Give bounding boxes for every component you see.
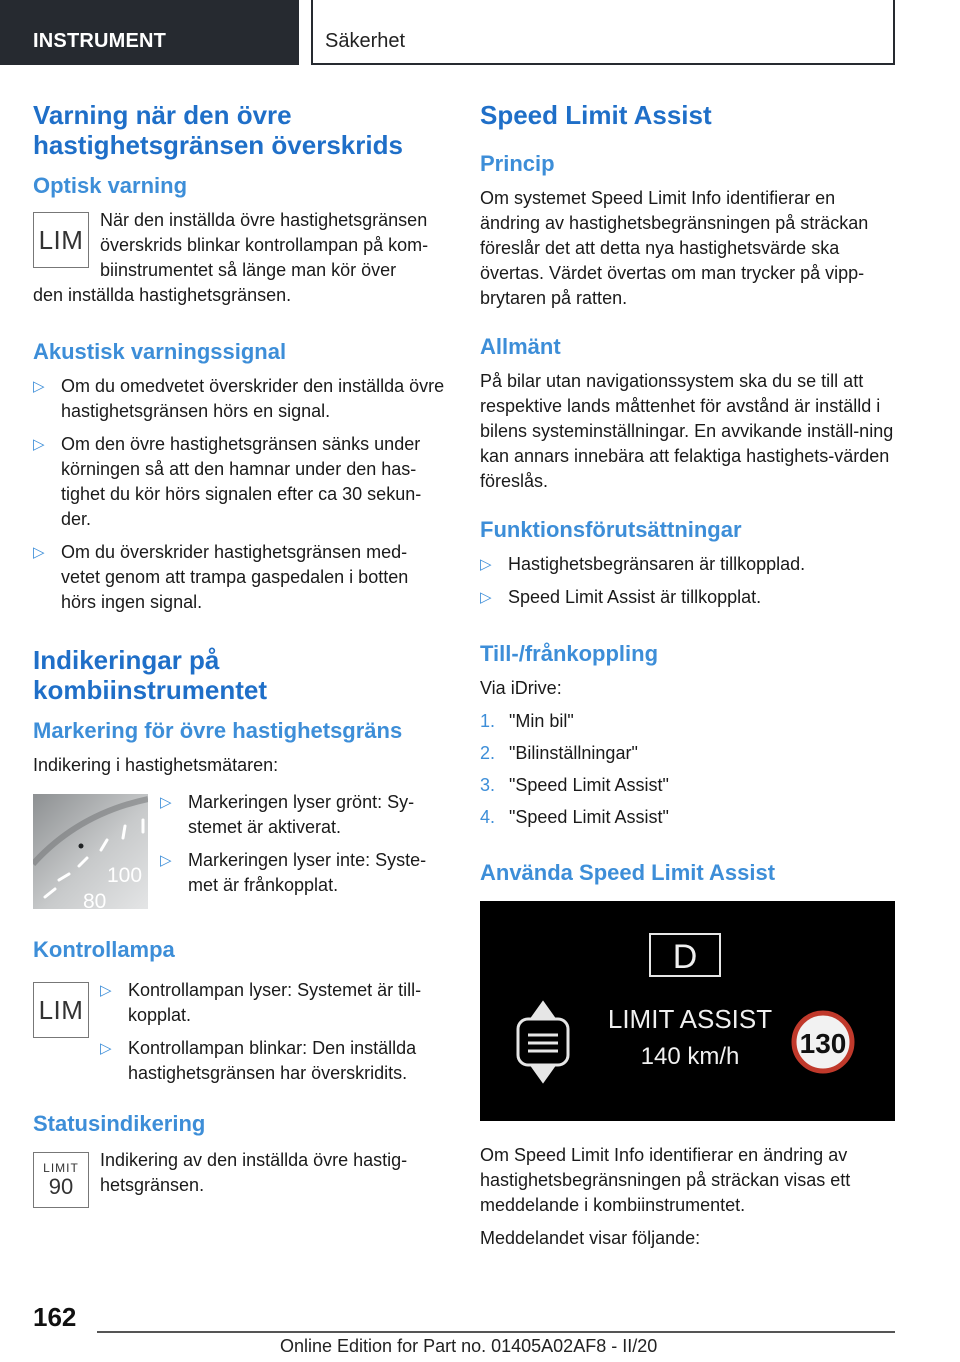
lim-icon-text: LIM: [38, 224, 84, 255]
list-item: ▷ Markeringen lyser inte: Syste-met är frånkopplat.: [160, 850, 427, 895]
list-item: 3. "Speed Limit Assist": [480, 775, 669, 795]
till-text: Via iDrive:: [480, 678, 562, 698]
till-heading: Till-/frånkoppling: [480, 641, 659, 666]
list-item: ▷ Kontrollampan lyser: Systemet är till-kopplat.: [100, 980, 422, 1025]
optisk-text-tail: den inställda hastighetsgränsen.: [33, 285, 292, 305]
triangle-bullet-icon: ▷: [100, 1040, 112, 1057]
gear-indicator: D: [672, 938, 698, 976]
header-section-label: INSTRUMENT: [33, 30, 167, 52]
markering-text: Indikering i hastighetsmätaren:: [33, 755, 279, 775]
kontroll-block: [33, 978, 445, 1088]
list-item: ▷ Markeringen lyser grönt: Sy-stemet är aktiverat.: [160, 792, 415, 837]
limit-assist-label: LIMIT ASSIST: [607, 1004, 773, 1034]
list-item: 2. "Bilinställningar": [480, 743, 638, 763]
list-item: ▷ Om du omedvetet överskrider den inställda övre hastighetsgränsen hörs en signal.: [33, 376, 445, 421]
footer-edition: Online Edition for Part no. 01405A02AF8 - II/20: [280, 1336, 658, 1356]
optisk-text-wrap: När den inställda övre hastighetsgränsen överskrids blinkar kontrollampan på kom-biinstrumentet så länge man kör över: [100, 210, 429, 280]
markering-block: [33, 790, 445, 914]
header-section-tab: [0, 0, 299, 65]
kontroll-list: [33, 978, 445, 1086]
lim-indicator-icon: [33, 982, 89, 1038]
list-item: 1. "Min bil": [480, 711, 574, 731]
speedometer-icon: [33, 794, 148, 909]
status-heading: Statusindikering: [33, 1111, 206, 1136]
lim-icon-text: LIM: [38, 994, 84, 1025]
list-item: ▷ Hastighetsbegränsaren är tillkopplad.: [480, 552, 895, 577]
anvanda-text: Om Speed Limit Info identifierar en ändring av hastighetsbegränsningen på sträckan visas ett meddelande i kombiinstrumentet.: [480, 1145, 851, 1215]
header-topic-tab: [311, 0, 895, 65]
triangle-bullet-icon: ▷: [160, 852, 172, 869]
status-text: Indikering av den inställda övre hastig-hetsgränsen.: [100, 1150, 408, 1195]
triangle-bullet-icon: ▷: [33, 436, 45, 453]
triangle-bullet-icon: ▷: [160, 794, 172, 811]
anvanda-heading: Använda Speed Limit Assist: [480, 860, 776, 885]
akustisk-heading: Akustisk varningssignal: [33, 339, 287, 364]
akustisk-list: [33, 374, 445, 615]
speed-sign-value: 130: [799, 1028, 847, 1059]
header-topic-label: Säkerhet: [325, 30, 406, 52]
limit-icon-top: LIMIT: [43, 1161, 79, 1175]
princip-text: Om systemet Speed Limit Info identifierar en ändring av hastighetsbegränsningen på sträckan föreslår det att detta nya hastighetsvärde ska övertas. Värdet övertas om man trycker på vipp-brytaren på ratten.: [480, 188, 869, 308]
kontroll-heading: Kontrollampa: [33, 937, 175, 962]
status-block: [33, 1148, 445, 1208]
allmant-text: På bilar utan navigationssystem ska du se till att respektive lands måttenhet för avstånd är inställd i bilens systeminställningar. En avvikande inställ-ning kan annars innebära att felaktiga hastighets-värden föreslås.: [480, 371, 894, 491]
right-column: [480, 100, 895, 1251]
footer-divider: [97, 1331, 895, 1333]
triangle-bullet-icon: ▷: [33, 544, 45, 561]
warning-title: Varning när den övre hastighetsgränsen överskrids: [33, 100, 403, 160]
funktion-heading: Funktionsförutsättningar: [480, 517, 742, 542]
cluster-display: [480, 901, 895, 1121]
anvanda-text2: Meddelandet visar följande:: [480, 1228, 701, 1248]
indikeringar-title: Indikeringar på kombiinstrumentet: [33, 645, 268, 705]
optisk-heading: Optisk varning: [33, 173, 188, 198]
triangle-bullet-icon: ▷: [100, 982, 112, 999]
limit-icon-value: 90: [48, 1174, 74, 1199]
triangle-bullet-icon: ▷: [480, 589, 492, 606]
limit-90-icon: [33, 1152, 89, 1208]
left-column: [33, 100, 445, 1208]
sla-title: Speed Limit Assist: [480, 100, 712, 130]
optisk-block: [33, 208, 445, 308]
list-item: ▷ Speed Limit Assist är tillkopplat.: [480, 585, 895, 610]
limit-assist-speed: 140 km/h: [640, 1043, 740, 1070]
speedo-label-80: 80: [83, 890, 107, 909]
allmant-heading: Allmänt: [480, 334, 561, 359]
princip-heading: Princip: [480, 151, 555, 176]
list-item: ▷ Om den övre hastighetsgränsen sänks under körningen så att den hamnar under den has-tighet du kör hörs signalen efter ca 30 sekun-der.: [33, 434, 422, 529]
lim-indicator-icon: [33, 212, 89, 268]
speedo-label-100: 100: [107, 864, 143, 887]
list-item: ▷ Kontrollampan blinkar: Den inställda hastighetsgränsen har överskridits.: [100, 1038, 417, 1083]
list-item: ▷ Om du överskrider hastighetsgränsen med-vetet genom att trampa gaspedalen i botten hörs ingen signal.: [33, 542, 409, 612]
markering-heading: Markering för övre hastighetsgräns: [33, 718, 403, 743]
triangle-bullet-icon: ▷: [480, 556, 492, 573]
page-number: 162: [33, 1302, 77, 1332]
triangle-bullet-icon: ▷: [33, 378, 45, 395]
steps-list: [480, 709, 895, 830]
list-item: 4. "Speed Limit Assist": [480, 807, 669, 827]
funktion-list: [480, 552, 895, 610]
instrument-cluster-image: [480, 901, 895, 1121]
